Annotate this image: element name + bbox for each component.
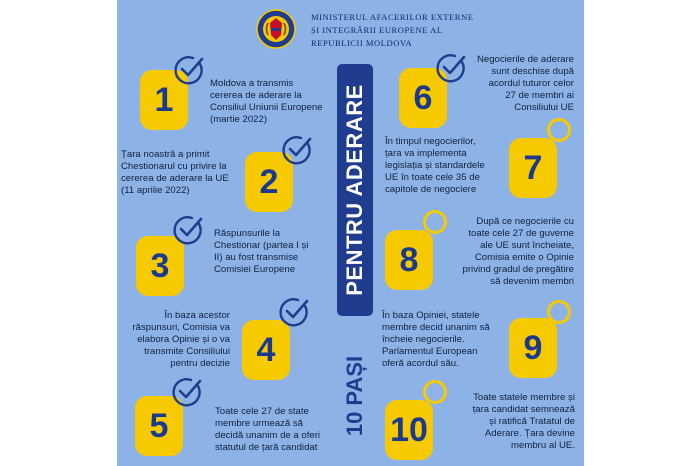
step-5-line: statutul de țară candidat bbox=[215, 442, 318, 453]
step-4-line: În baza acestor bbox=[164, 310, 230, 321]
step-9-line: încheie negocierile. bbox=[382, 334, 465, 345]
step-9-description bbox=[382, 310, 502, 370]
step-8-line: ale UE sunt încheiate, bbox=[480, 240, 574, 251]
step-1-line: Consiliul Uniunii Europene bbox=[210, 102, 323, 113]
step-9-tag: 9 bbox=[509, 318, 557, 378]
step-2-line: cererea de aderare la UE bbox=[121, 173, 229, 184]
step-8-line: privind gradul de pregătire bbox=[462, 264, 574, 275]
step-10-tag: 10 bbox=[385, 400, 433, 460]
step-6-description bbox=[469, 54, 574, 114]
step-4-line: răspunsuri, Comisia va bbox=[132, 322, 230, 333]
step-2-description bbox=[121, 149, 251, 197]
step-10-line: membru al UE. bbox=[511, 440, 575, 451]
infographic-poster bbox=[117, 0, 584, 466]
step-1-line: (martie 2022) bbox=[210, 114, 268, 125]
step-6-line: 27 de membri ai bbox=[505, 90, 574, 101]
step-3-line: Comisiei Europene bbox=[214, 264, 296, 275]
step-4-checkmark-icon bbox=[278, 296, 310, 328]
step-3-line: II) au fost transmise bbox=[214, 252, 299, 263]
step-5-line: Toate cele 27 de state bbox=[215, 406, 309, 417]
step-9-line: oferă acordul său. bbox=[382, 358, 459, 369]
step-3-tag: 3 bbox=[136, 236, 184, 296]
step-7-tag: 7 bbox=[509, 138, 557, 198]
step-3-line: Răspunsurile la bbox=[214, 228, 281, 239]
step-1-tag: 1 bbox=[140, 70, 188, 130]
step-5-checkmark-icon bbox=[171, 376, 203, 408]
step-8-tag: 8 bbox=[385, 230, 433, 290]
step-1-line: cererea de aderare la bbox=[210, 90, 302, 101]
step-4-line: elabora Opinie și o va bbox=[137, 334, 230, 345]
step-4-line: pentru decizie bbox=[170, 358, 230, 369]
step-10-line: Toate statele membre și bbox=[473, 392, 575, 403]
step-8-line: să devenim membri bbox=[490, 276, 574, 287]
step-6-tag: 6 bbox=[399, 68, 447, 128]
step-4-tag: 4 bbox=[242, 320, 290, 380]
step-8-description bbox=[462, 216, 574, 288]
step-6-line: Negocierile de aderare bbox=[476, 54, 574, 65]
step-3-line: Chestionar (partea I și bbox=[214, 240, 309, 251]
step-10-ring-icon bbox=[423, 380, 447, 404]
step-3-checkmark-icon bbox=[172, 214, 204, 246]
step-6-checkmark-icon bbox=[435, 52, 467, 84]
step-2-line: (11 aprilie 2022) bbox=[121, 185, 190, 196]
step-2-line: Chestionarul cu privire la bbox=[121, 161, 227, 172]
banner-title: PENTRU ADERARE bbox=[342, 84, 367, 296]
step-7-line: țara va implementa bbox=[385, 148, 467, 159]
step-8-ring-icon bbox=[423, 210, 447, 234]
step-8-line: Comisia emite o Opinie bbox=[474, 252, 574, 263]
step-9-line: În baza Opiniei, statele bbox=[382, 310, 480, 321]
ministry-name-line-3: REPUBLICII MOLDOVA bbox=[311, 38, 413, 48]
step-3-description bbox=[214, 228, 324, 276]
step-6-line: sunt deschise după bbox=[491, 66, 574, 77]
step-1-checkmark-icon bbox=[173, 54, 205, 86]
step-9-line: Parlamentul European bbox=[382, 346, 478, 357]
step-7-line: UE în toate cele 35 de bbox=[385, 172, 480, 183]
ministry-name-line-2: ȘI INTEGRĂRII EUROPENE AL bbox=[311, 25, 443, 35]
step-2-tag: 2 bbox=[245, 152, 293, 212]
step-1-description bbox=[210, 78, 360, 126]
step-7-ring-icon bbox=[547, 118, 571, 142]
step-10-description bbox=[465, 392, 575, 452]
step-9-ring-icon bbox=[547, 300, 571, 324]
step-5-line: membre urmează să bbox=[215, 418, 303, 429]
step-8-line: toate cele 27 de guverne bbox=[468, 228, 574, 239]
step-1-line: Moldova a transmis bbox=[210, 78, 294, 89]
step-2-checkmark-icon bbox=[281, 134, 313, 166]
step-7-line: capitole de negociere bbox=[385, 184, 477, 195]
step-5-line: decidă unanim de a oferi bbox=[215, 430, 321, 441]
moldova-emblem-icon bbox=[256, 9, 296, 49]
step-8-line: După ce negocierile cu bbox=[476, 216, 574, 227]
step-4-line: transmite Consiliului bbox=[144, 346, 230, 357]
step-6-line: Consiliului UE bbox=[514, 102, 574, 113]
step-10-line: și ratifică Tratatul de bbox=[489, 416, 575, 427]
step-2-line: Țara noastră a primit bbox=[121, 149, 210, 160]
step-5-description bbox=[215, 406, 355, 454]
ten-steps-label: 10 PAȘI bbox=[342, 355, 367, 437]
step-10-line: țara candidat semnează bbox=[472, 404, 575, 415]
step-10-line: Aderare. Țara devine bbox=[484, 428, 575, 439]
step-9-line: membre decid unanim să bbox=[382, 322, 490, 333]
step-6-line: acordul tuturor celor bbox=[488, 78, 574, 89]
step-4-description bbox=[125, 310, 230, 370]
step-7-description bbox=[385, 136, 505, 196]
ministry-name-line-1: MINISTERUL AFACERILOR EXTERNE bbox=[311, 12, 474, 22]
step-5-tag: 5 bbox=[135, 396, 183, 456]
step-7-line: În timpul negocierilor, bbox=[385, 136, 476, 147]
step-7-line: legislația și standardele bbox=[385, 160, 485, 171]
